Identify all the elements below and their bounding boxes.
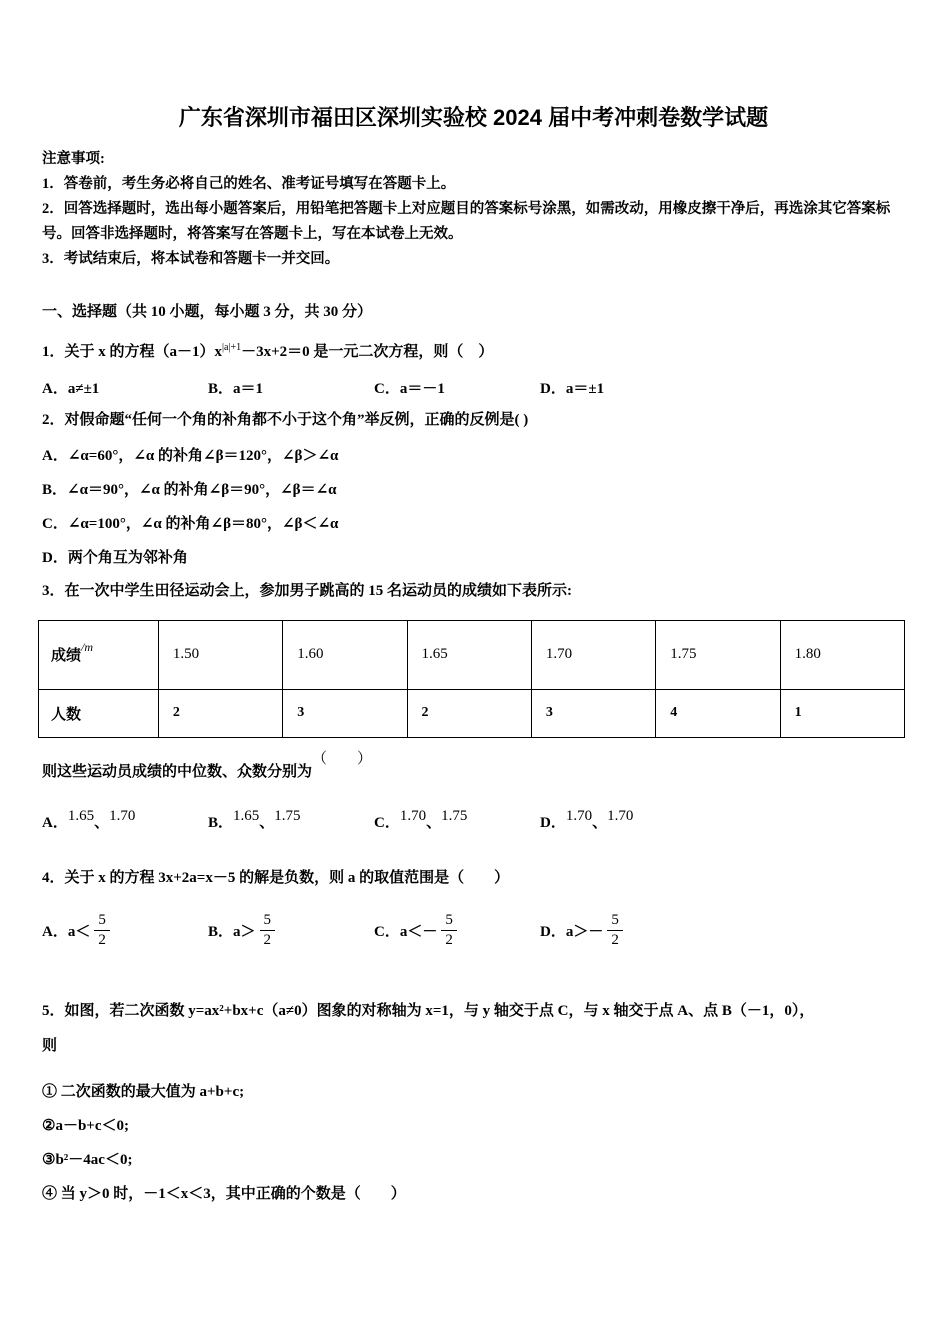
fraction-numerator: 5 [94, 912, 110, 931]
q2-option-d [42, 548, 905, 569]
score-header-text: 成绩 [51, 648, 82, 665]
option-label: B． [208, 814, 234, 831]
score-cell: 1.60 [283, 620, 407, 689]
q1-option-c [374, 377, 540, 398]
score-unit: /m [81, 640, 94, 655]
option-label: A． [42, 447, 68, 464]
q3-options [42, 807, 905, 832]
q4-stem: 4．关于 x 的方程 3x+2a=x－5 的解是负数，则 a 的取值范围是（ ） [42, 869, 510, 886]
option-label: B． [42, 481, 68, 498]
q1-stem [42, 335, 905, 365]
q5-statement-1: ① 二次函数的最大值为 a+b+c; [42, 1083, 245, 1100]
q1-exponent: |a|+1 [222, 341, 242, 353]
q5-statements [42, 1075, 905, 1211]
option-label: D． [540, 380, 566, 397]
option-separator: 、 [94, 814, 110, 831]
option-label: A． [42, 814, 68, 831]
fraction-numerator: 5 [441, 912, 457, 931]
q3-mid-line [42, 750, 905, 785]
option-text: 两个角互为邻补角 [67, 549, 188, 566]
fraction-denominator: 2 [98, 932, 106, 949]
fraction [260, 912, 276, 950]
score-cell: 1.80 [780, 620, 904, 689]
section1-heading: 一、选择题（共 10 小题，每小题 3 分，共 30 分） [42, 303, 373, 320]
option-label: A． [42, 380, 68, 397]
q2-option-b [42, 480, 905, 501]
option-label: B． [208, 924, 234, 941]
option-separator: 、 [426, 814, 442, 831]
count-cell: 3 [531, 689, 655, 737]
q5-statement-3: ③b²－4ac＜0; [42, 1151, 133, 1168]
option-label: D． [540, 814, 566, 831]
count-cell: 1 [780, 689, 904, 737]
option-value-2: 1.75 [441, 807, 468, 824]
q1-option-d [540, 377, 706, 398]
q4-option-a [42, 911, 208, 952]
option-label: C． [374, 380, 400, 397]
q1-option-a [42, 377, 208, 398]
fraction-numerator: 5 [260, 912, 276, 931]
q1-options [42, 377, 905, 398]
option-text: a＝－1 [399, 380, 445, 397]
q1-stem-text-post: －3x+2＝0 是一元二次方程，则（ ） [241, 343, 494, 360]
fraction [607, 912, 623, 950]
option-inequality: a＞ [233, 924, 256, 941]
q5-statement-4: ④ 当 y＞0 时，－1＜x＜3，其中正确的个数是（ ） [42, 1185, 406, 1202]
notice-item-3: 3．考试结束后，将本试卷和答题卡一并交回。 [42, 250, 340, 267]
option-value-1: 1.65 [67, 807, 95, 824]
table-row-count [39, 689, 905, 737]
notice-item-1: 1．答卷前，考生务必将自己的姓名、准考证号填写在答题卡上。 [42, 175, 456, 192]
score-cell: 1.65 [407, 620, 531, 689]
q4-option-b [208, 911, 374, 952]
option-value-2: 1.70 [607, 807, 634, 824]
q2-option-c [42, 514, 905, 535]
option-label: D． [42, 549, 68, 566]
option-text: a≠±1 [67, 380, 100, 397]
q5-stem: 5．如图，若二次函数 y=ax²+bx+c（a≠0）图象的对称轴为 x=1，与 y 轴交于点 C，与 x 轴交于点 A、点 B（－1，0）， [42, 1002, 815, 1019]
q3-option-c [374, 807, 540, 832]
q5-statement-2: ②a－b+c＜0; [42, 1117, 129, 1134]
count-cell: 2 [158, 689, 282, 737]
fraction-numerator: 5 [607, 912, 623, 931]
fraction [441, 912, 457, 950]
fraction-denominator: 2 [263, 932, 272, 949]
option-text: a＝1 [233, 380, 264, 397]
notice-item-2: 2．回答选择题时，选出每小题答案后，用铅笔把答题卡上对应题目的答案标号涂黑，如需改动，用橡皮擦干净后，再选涂其它答案标号。回答非选择题时，将答案写在答题卡上，写在本试卷上无效。 [42, 200, 891, 242]
q2-stem: 2．对假命题“任何一个角的补角都不小于这个角”举反例，正确的反例是( ) [42, 411, 529, 428]
score-cell: 1.50 [158, 620, 282, 689]
option-label: B． [208, 380, 234, 397]
q3-stem: 3．在一次中学生田径运动会上，参加男子跳高的 15 名运动员的成绩如下表所示: [42, 582, 572, 599]
score-header-cell [39, 620, 159, 689]
q2-options [42, 446, 905, 569]
q1-stem-text-pre: 1．关于 x 的方程（a－1）x [42, 343, 223, 360]
q4-option-c [374, 911, 540, 952]
option-value-2: 1.70 [109, 807, 136, 824]
table-row-score [39, 620, 905, 689]
q3-answer-parens: （ ） [312, 750, 373, 767]
score-cell: 1.75 [656, 620, 780, 689]
option-separator: 、 [259, 814, 275, 831]
option-text: a＝±1 [565, 380, 605, 397]
option-label: C． [374, 924, 400, 941]
count-header-cell: 人数 [39, 689, 159, 737]
q3-option-d [540, 807, 706, 832]
notice-section [42, 147, 905, 272]
option-text: ∠α=60°，∠α 的补角∠β＝120°，∠β＞∠α [67, 447, 339, 464]
option-label: D． [540, 924, 566, 941]
option-separator: 、 [592, 814, 608, 831]
q5-then: 则 [42, 1037, 58, 1054]
q3-mid-text: 则这些运动员成绩的中位数、众数分别为 [42, 763, 313, 780]
option-label: C． [374, 814, 400, 831]
option-value-1: 1.65 [233, 807, 260, 824]
option-inequality: a＜－ [399, 924, 438, 941]
option-label: C． [42, 515, 68, 532]
notice-heading: 注意事项: [42, 150, 105, 167]
option-value-2: 1.75 [274, 807, 301, 824]
score-table [38, 620, 905, 738]
option-value-1: 1.70 [399, 807, 427, 824]
option-text: ∠α＝90°，∠α 的补角∠β＝90°，∠β＝∠α [67, 481, 337, 498]
count-cell: 2 [407, 689, 531, 737]
q2-option-a [42, 446, 905, 467]
count-cell: 4 [656, 689, 780, 737]
option-value-1: 1.70 [565, 807, 593, 824]
option-label: A． [42, 924, 68, 941]
page-title: 广东省深圳市福田区深圳实验校 2024 届中考冲刺卷数学试题 [178, 105, 769, 130]
q1-option-b [208, 377, 374, 398]
q4-option-d [540, 911, 706, 952]
q4-options [42, 905, 905, 961]
count-cell: 3 [283, 689, 407, 737]
fraction-denominator: 2 [611, 932, 619, 949]
option-text: ∠α=100°，∠α 的补角∠β＝80°，∠β＜∠α [67, 515, 339, 532]
q3-option-a [42, 807, 208, 832]
fraction [94, 912, 110, 950]
q3-option-b [208, 807, 374, 832]
fraction-denominator: 2 [445, 932, 453, 949]
option-inequality: a＞－ [565, 924, 604, 941]
option-inequality: a＜ [67, 924, 91, 941]
score-cell: 1.70 [531, 620, 655, 689]
